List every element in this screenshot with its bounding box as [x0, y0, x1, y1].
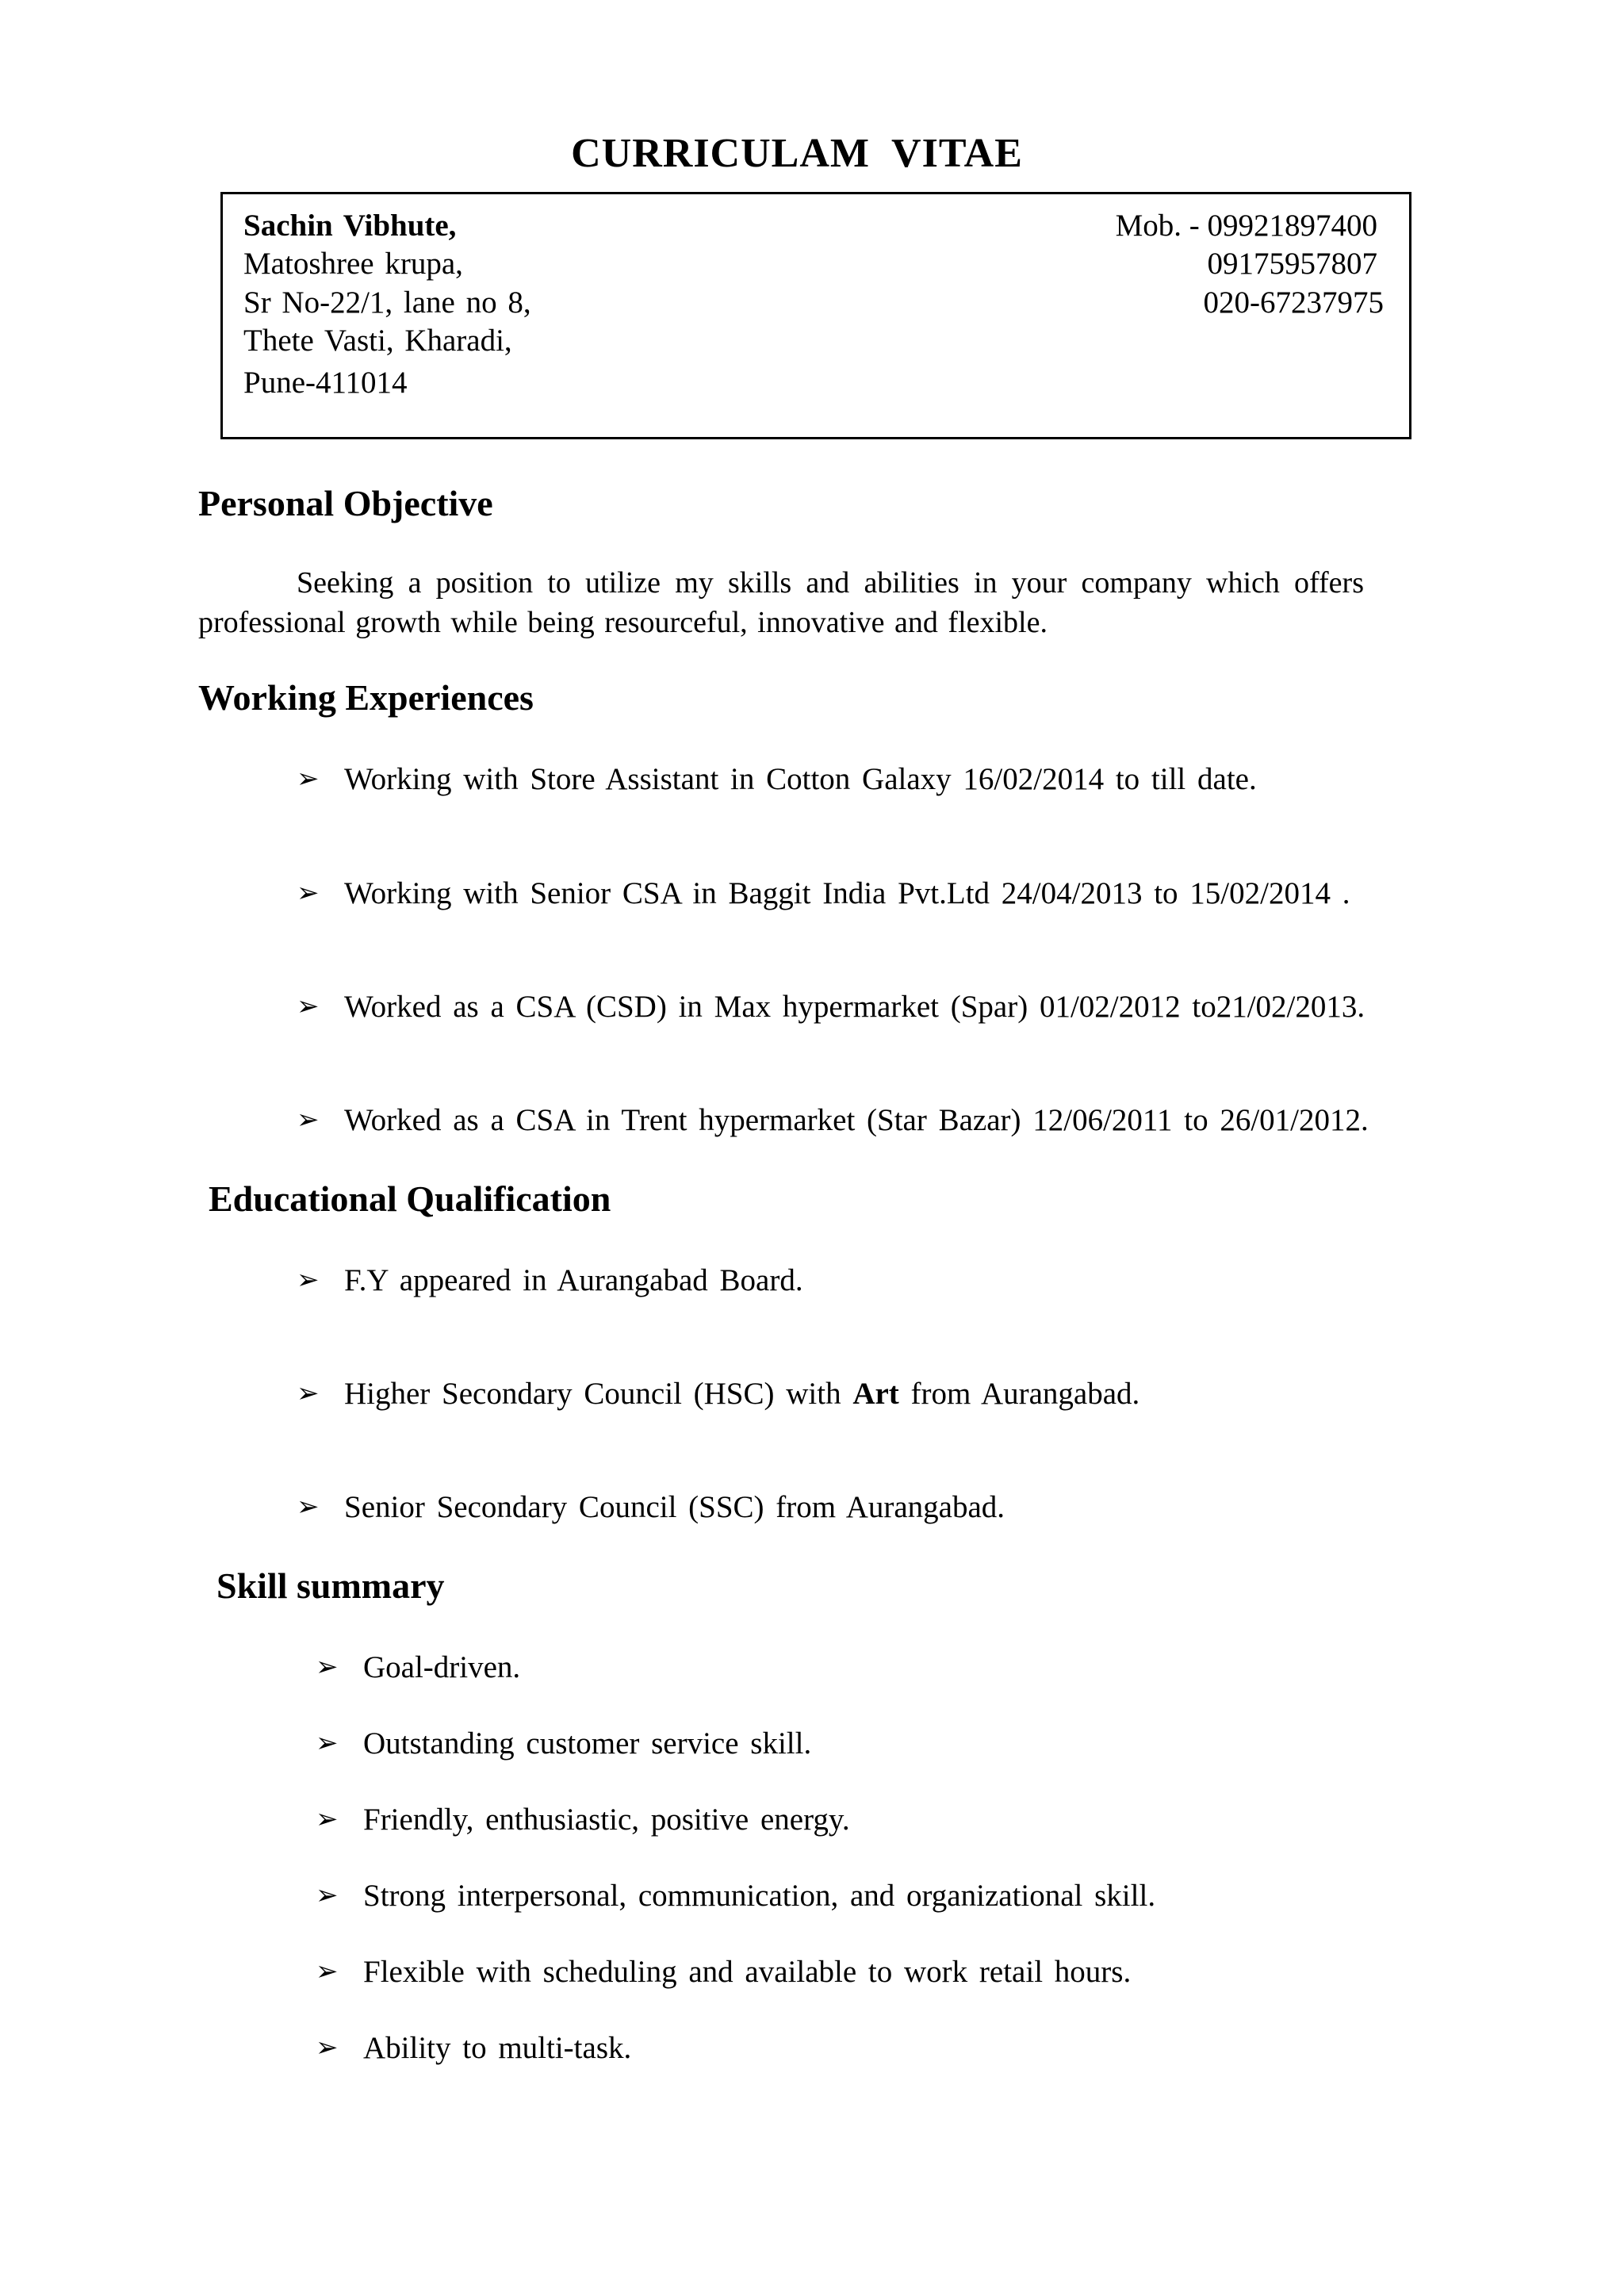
skills-heading: Skill summary — [216, 1565, 445, 1606]
arrowhead-bullet-icon: ➢ — [316, 1879, 339, 1911]
address-line-4: Pune-411014 — [243, 366, 408, 400]
objective-heading: Personal Objective — [198, 483, 493, 523]
objective-text — [198, 563, 1364, 642]
phone-landline: 020-67237975 — [1203, 285, 1384, 320]
education-item-3: Senior Secondary Council (SSC) from Aurangabad. — [344, 1490, 1005, 1524]
arrowhead-bullet-icon: ➢ — [297, 1104, 320, 1136]
arrowhead-bullet-icon: ➢ — [297, 1377, 320, 1409]
contact-box — [220, 192, 1411, 439]
candidate-name: Sachin Vibhute, — [243, 209, 457, 243]
arrowhead-bullet-icon: ➢ — [297, 990, 320, 1022]
experience-item-4: Worked as a CSA in Trent hypermarket (Star Bazar) 12/06/2011 to 26/01/2012. — [344, 1103, 1369, 1137]
phone-mobile-2: 09175957807 — [1207, 247, 1377, 281]
experience-heading: Working Experiences — [198, 677, 534, 718]
list-item — [316, 1728, 811, 1759]
list-item — [316, 1880, 1155, 1911]
skill-item-3: Friendly, enthusiastic, positive energy. — [363, 1803, 850, 1837]
list-item — [297, 878, 1350, 909]
experience-item-3: Worked as a CSA (CSD) in Max hypermarket (Spar) 01/02/2012 to21/02/2013. — [344, 990, 1365, 1024]
education-item-1: F.Y appeared in Aurangabad Board. — [344, 1263, 803, 1297]
list-item — [316, 1652, 520, 1683]
arrowhead-bullet-icon: ➢ — [316, 1803, 339, 1835]
arrowhead-bullet-icon: ➢ — [316, 2032, 339, 2063]
experience-item-2: Working with Senior CSA in Baggit India Pvt.Ltd 24/04/2013 to 15/02/2014 . — [344, 876, 1350, 910]
document-title: CURRICULAM VITAE — [571, 131, 1023, 176]
phone-mobile-1: Mob. - 09921897400 — [1115, 209, 1377, 243]
objective-text-content: Seeking a position to utilize my skills and abilities in your company which offers professional growth while being resourceful, innovative and flexible. — [198, 566, 1364, 639]
address-line-1: Matoshree krupa, — [243, 247, 463, 281]
education-item-2-before: Higher Secondary Council (HSC) with — [344, 1377, 853, 1411]
list-item — [297, 1378, 1139, 1409]
arrowhead-bullet-icon: ➢ — [297, 877, 320, 909]
experience-item-1: Working with Store Assistant in Cotton Galaxy 16/02/2014 to till date. — [344, 762, 1257, 796]
arrowhead-bullet-icon: ➢ — [297, 1264, 320, 1296]
skill-item-6: Ability to multi-task. — [363, 2031, 632, 2065]
arrowhead-bullet-icon: ➢ — [316, 1651, 339, 1683]
list-item — [297, 1492, 1005, 1523]
skill-item-5: Flexible with scheduling and available to work retail hours. — [363, 1955, 1132, 1989]
address-line-2: Sr No-22/1, lane no 8, — [243, 285, 531, 320]
arrowhead-bullet-icon: ➢ — [297, 763, 320, 795]
list-item — [297, 1265, 803, 1296]
address-line-3: Thete Vasti, Kharadi, — [243, 324, 512, 358]
education-heading: Educational Qualification — [209, 1178, 611, 1219]
arrowhead-bullet-icon: ➢ — [316, 1956, 339, 1987]
list-item — [297, 1105, 1369, 1136]
skill-item-2: Outstanding customer service skill. — [363, 1726, 812, 1761]
arrowhead-bullet-icon: ➢ — [297, 1491, 320, 1523]
list-item — [297, 991, 1365, 1022]
skill-item-1: Goal-driven. — [363, 1650, 521, 1684]
education-item-2-stream: Art — [852, 1377, 899, 1411]
education-item-2-after: from Aurangabad. — [898, 1377, 1140, 1411]
list-item — [316, 1804, 850, 1835]
list-item — [297, 764, 1257, 795]
list-item — [316, 1956, 1131, 1987]
list-item — [316, 2033, 631, 2063]
skill-item-4: Strong interpersonal, communication, and organizational skill. — [363, 1879, 1156, 1913]
arrowhead-bullet-icon: ➢ — [316, 1727, 339, 1759]
